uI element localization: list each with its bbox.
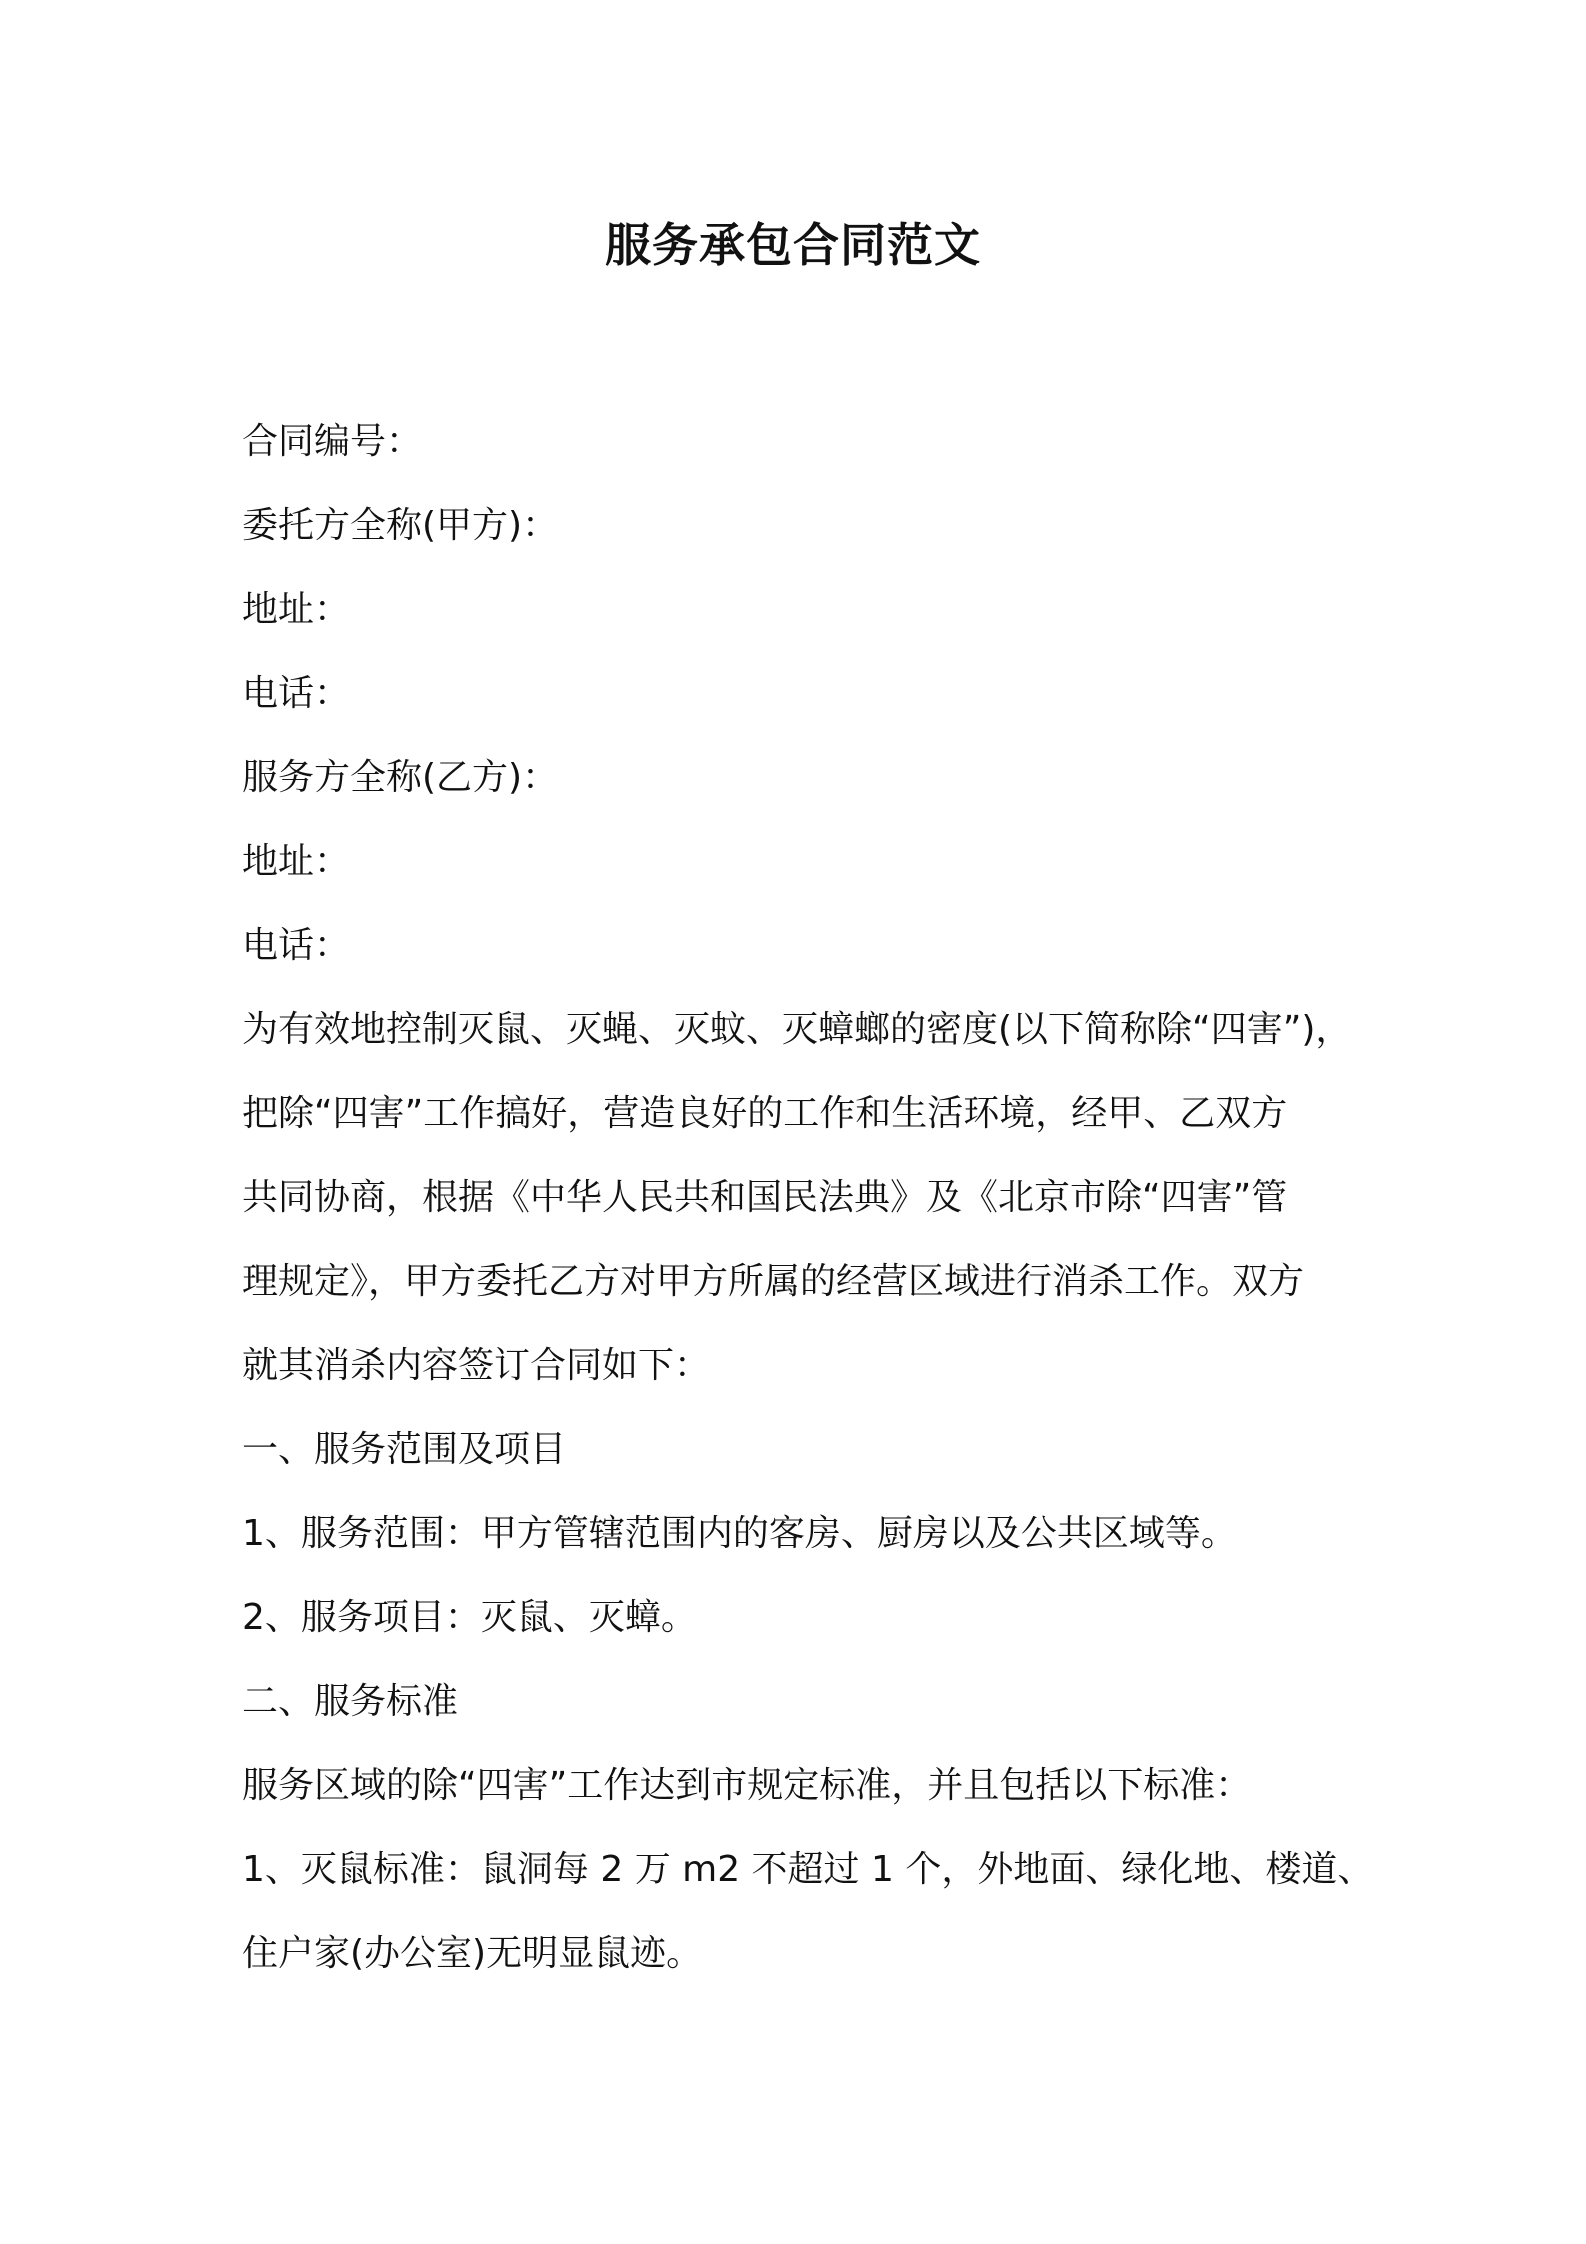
document-body <box>242 400 1374 1996</box>
section-2-intro: 服务区域的除“四害”工作达到市规定标准，并且包括以下标准： <box>242 1765 1252 1806</box>
preamble-line: 为有效地控制灭鼠、灭蝇、灭蚊、灭蟑螂的密度(以下简称除“四害”)， <box>242 1009 1352 1050</box>
preamble-line: 共同协商，根据《中华人民共和国民法典》及《北京市除“四害”管 <box>242 1177 1288 1218</box>
section-1-item-1: 1、服务范围：甲方管辖范围内的客房、厨房以及公共区域等。 <box>242 1513 1237 1554</box>
section-2-item-1-line: 1、灭鼠标准：鼠洞每 2 万 m2 不超过 1 个，外地面、绿化地、楼道、 <box>242 1849 1374 1890</box>
preamble-paragraph <box>242 988 1362 1408</box>
field-party-b-address: 地址： <box>242 841 351 882</box>
field-party-b-phone: 电话： <box>242 925 351 966</box>
document-title: 服务承包合同范文 <box>605 218 981 272</box>
section-1-heading: 一、服务范围及项目 <box>242 1429 567 1470</box>
section-2-item-1-line: 住户家(办公室)无明显鼠迹。 <box>242 1933 703 1974</box>
section-2-item-1 <box>242 1828 1374 1996</box>
preamble-line: 就其消杀内容签订合同如下： <box>242 1345 711 1386</box>
preamble-line: 把除“四害”工作搞好，营造良好的工作和生活环境，经甲、乙双方 <box>242 1093 1288 1134</box>
preamble-line: 理规定》，甲方委托乙方对甲方所属的经营区域进行消杀工作。双方 <box>242 1261 1305 1302</box>
field-party-a-address: 地址： <box>242 589 351 630</box>
section-1-item-2: 2、服务项目：灭鼠、灭蟑。 <box>242 1597 697 1638</box>
field-contract-no: 合同编号： <box>242 421 423 462</box>
section-2-heading: 二、服务标准 <box>242 1681 459 1722</box>
field-party-b-name: 服务方全称(乙方)： <box>242 757 559 798</box>
field-party-a-name: 委托方全称(甲方)： <box>242 505 559 546</box>
field-party-a-phone: 电话： <box>242 673 351 714</box>
